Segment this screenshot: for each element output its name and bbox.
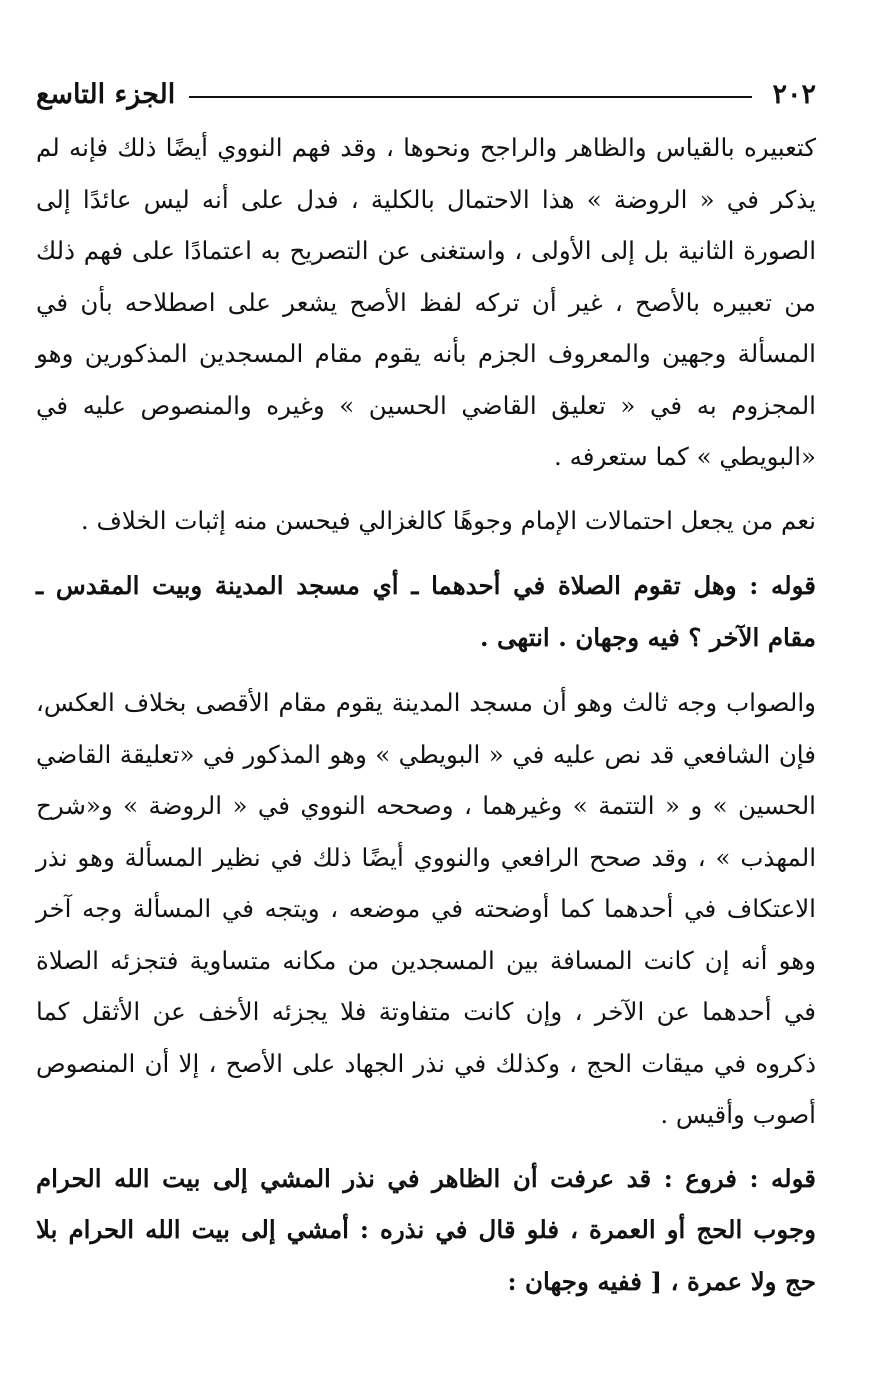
paragraph-spacer xyxy=(36,1141,816,1153)
page-header xyxy=(36,70,816,118)
book-page xyxy=(36,70,816,1307)
running-title: الجزء التاسع xyxy=(36,78,176,110)
page-number: ٢٠٢ xyxy=(772,78,816,110)
paragraph-spacer xyxy=(36,483,816,495)
quote-heading-2: قوله : فروع : قد عرفت أن الظاهر في نذر المشي إلى بيت الله الحرام وجوب الحج أو العمرة ، فلو قال في نذره : أمشي إلى بيت الله الحرام بلا حج ولا عمرة ، [ ففيه وجهان : xyxy=(36,1163,816,1296)
paragraph-1: كتعبيره بالقياس والظاهر والراجح ونحوها ، وقد فهم النووي أيضًا ذلك فإنه لم يذكر في « الروضة » هذا الاحتمال بالكلية ، فدل على أنه ليس عائدًا إلى الصورة الثانية بل إلى الأولى ، واستغنى عن التصريح به اعتمادًا على فهم ذلك من تعبيره بالأصح ، غير أن تركه لفظ الأصح يشعر على اصطلاحه بأن في المسألة وجهين والمعروف الجزم بأنه يقوم مقام المسجدين المذكورين وهو المجزوم به في « تعليق القاضي الحسين » وغيره والمنصوص عليه في «البويطي » كما ستعرفه . xyxy=(36,133,816,471)
paragraph-spacer xyxy=(36,663,816,677)
paragraph-spacer xyxy=(36,546,816,560)
quote-heading-1: قوله : وهل تقوم الصلاة في أحدهما ـ أي مسجد المدينة وبيت المقدس ـ مقام الآخر ؟ فيه وجهان . انتهى . xyxy=(36,571,816,652)
paragraph-2: نعم من يجعل احتمالات الإمام وجوهًا كالغزالي فيحسن منه إثبات الخلاف . xyxy=(80,505,816,535)
paragraph-3: والصواب وجه ثالث وهو أن مسجد المدينة يقوم مقام الأقصى بخلاف العكس، فإن الشافعي قد نص عليه في « البويطي » وهو المذكور في «تعليقة القاضي الحسين » و « التتمة » وغيرهما ، وصححه النووي في « الروضة » و«شرح المهذب » ، وقد صحح الرافعي والنووي أيضًا ذلك في نظير المسألة وهو نذر الاعتكاف في أحدهما كما أوضحته في موضعه ، ويتجه في المسألة وجه آخر وهو أنه إن كانت المسافة بين المسجدين من مكانه متساوية فتجزئه الصلاة في أحدهما عن الآخر ، وإن كانت متفاوتة فلا يجزئه الأخف عن الأثقل كما ذكروه في ميقات الحج ، وكذلك في نذر الجهاد على الأصح ، إلا أن المنصوص أصوب وأقيس . xyxy=(36,688,816,1129)
header-rule xyxy=(189,96,752,98)
